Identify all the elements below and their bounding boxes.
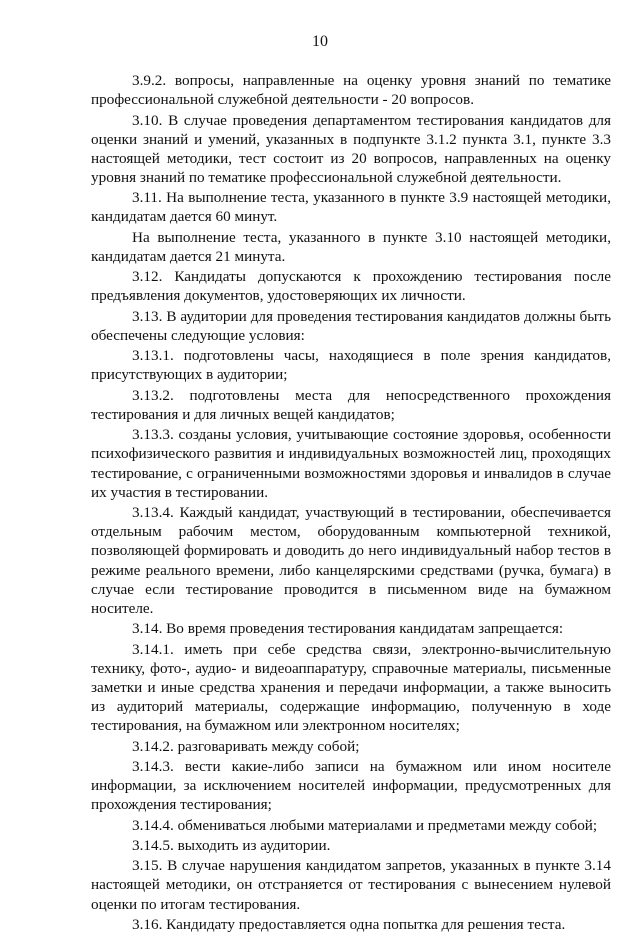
paragraph-3-14-4: 3.14.4. обмениваться любыми материалами и предметами между собой; [132,816,598,834]
paragraph-3-14-2: 3.14.2. разговаривать между собой; [132,737,360,755]
paragraph-3-13-4: 3.13.4. Каждый кандидат, участвующий в тестировании, обеспечивается отдельным рабочим местом, оборудованным компьютерной техникой, позволяющей формировать и доводить до него индивидуальный набор тестов в режиме реального времени, либо канцелярскими средствами (ручка, бумага) в случае если тестирование проводится в письменном виде на бумажном носителе. [91,504,611,617]
document-body [91,71,611,935]
paragraph-3-14-5: 3.14.5. выходить из аудитории. [132,836,331,854]
page-number: 10 [312,33,328,50]
paragraph-3-9-2: 3.9.2. вопросы, направленные на оценку уровня знаний по тематике профессиональной служебной деятельности - 20 вопросов. [91,72,611,109]
paragraph-3-13: 3.13. В аудитории для проведения тестирования кандидатов должны быть обеспечены следующие условия: [91,307,611,344]
paragraph-3-14-1: 3.14.1. иметь при себе средства связи, электронно-вычислительную технику, фото-, аудио- и видеоаппаратуру, справочные материалы, письменные заметки и иные средства хранения и передачи информации, а также выносить из аудиторий материалы, содержащие информацию, полученную в ходе тестирования, на бумажном или электронном носителях; [91,640,611,735]
paragraph-3-15: 3.15. В случае нарушения кандидатом запретов, указанных в пункте 3.14 настоящей методики, он отстраняется от тестирования с вынесением нулевой оценки по итогам тестирования. [91,857,611,913]
paragraph-3-13-1: 3.13.1. подготовлены часы, находящиеся в поле зрения кандидатов, присутствующих в аудитории; [91,347,611,384]
paragraph-3-13-2: 3.13.2. подготовлены места для непосредственного прохождения тестирования и для личных вещей кандидатов; [91,386,611,423]
paragraph-3-11-continued: На выполнение теста, указанного в пункте 3.10 настоящей методики, кандидатам дается 21 минута. [91,228,611,265]
paragraph-3-16: 3.16. Кандидату предоставляется одна попытка для решения теста. [132,915,566,933]
paragraph-3-14-3: 3.14.3. вести какие-либо записи на бумажном или ином носителе информации, за исключением носителей информации, предусмотренных для прохождения тестирования; [91,757,611,814]
paragraph-3-12: 3.12. Кандидаты допускаются к прохождению тестирования после предъявления документов, удостоверяющих их личности. [91,268,611,305]
paragraph-3-13-3: 3.13.3. созданы условия, учитывающие состояние здоровья, особенности психофизического развития и индивидуальных возможностей лиц, проходящих тестирование, с ограниченными возможностями здоровья и инвалидов в случае их участия в тестировании. [91,426,611,501]
paragraph-3-14: 3.14. Во время проведения тестирования кандидатам запрещается: [132,620,564,638]
paragraph-3-10: 3.10. В случае проведения департаментом тестирования кандидатов для оценки знаний и умений, указанных в подпункте 3.1.2 пункта 3.1, пункте 3.3 настоящей методики, тест состоит из 20 вопросов, направленных на оценку уровня знаний по тематике профессиональной служебной деятельности. [91,111,611,186]
paragraph-3-11: 3.11. На выполнение теста, указанного в пункте 3.9 настоящей методики, кандидатам дается 60 минут. [91,189,611,226]
